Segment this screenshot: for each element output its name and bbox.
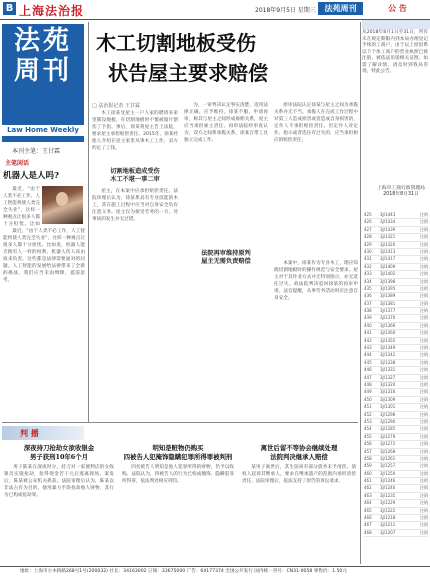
bottom-article-2-body xyxy=(122,464,234,562)
notice-cell: 452 xyxy=(364,411,372,417)
bottom-article-3-title xyxy=(242,444,356,462)
article-paragraph: 为，一审判决认定事实清楚，适用法律正确，应予维持。徐某不服，申请再审，称其与屋主之间形成雇佣关系，屋主应当承担雇主责任。再审法院经审查认为，双方之间系承揽关系，徐某自带工具独立完成工作。 xyxy=(184,103,268,143)
notice-cell: 3J/1320 xyxy=(380,381,396,387)
notice-cell: 436 xyxy=(364,293,372,299)
notice-cell: 430 xyxy=(364,248,372,254)
bottom-title-2b: 四被告人犯掩饰隐瞒犯罪所得罪被判刑 xyxy=(123,453,233,461)
notice-cell: 446 xyxy=(364,367,372,373)
notice-row xyxy=(364,434,428,441)
notice-cell: 3J/1342 xyxy=(380,352,396,358)
notice-row xyxy=(364,500,428,507)
notice-row xyxy=(364,397,428,404)
notice-cell: 455 xyxy=(364,433,372,439)
notice-row xyxy=(364,345,428,352)
notice-cell: 427 xyxy=(364,226,372,232)
notice-cell: 442 xyxy=(364,337,372,343)
notice-row xyxy=(364,419,428,426)
notice-row xyxy=(364,227,428,234)
notice-cell: 3J/1301 xyxy=(380,404,396,410)
notice-cell: 3J/1398 xyxy=(380,278,396,284)
notice-cell: 注销 xyxy=(420,315,428,321)
notice-cell: 注销 xyxy=(420,248,428,254)
notice-cell: 注销 xyxy=(420,441,428,447)
notice-cell: 注销 xyxy=(420,308,428,314)
notice-cell: 注销 xyxy=(420,500,428,506)
notice-cell: 注销 xyxy=(420,359,428,365)
notice-cell: 468 xyxy=(364,529,372,535)
notice-cell: 432 xyxy=(364,263,372,269)
notice-cell: 445 xyxy=(364,359,372,365)
notice-cell: 462 xyxy=(364,485,372,491)
bottom-title-1b: 男子获刑10年6个月 xyxy=(29,453,89,461)
notice-cell: 3J/1222 xyxy=(380,507,396,513)
notice-cell: 注销 xyxy=(420,345,428,351)
notice-cell: 注销 xyxy=(420,226,428,232)
divider-bottom xyxy=(2,422,358,423)
notice-cell: 461 xyxy=(364,478,372,484)
weekly-masthead xyxy=(2,24,84,142)
notice-cell: 注销 xyxy=(420,515,428,521)
notice-cell: 注销 xyxy=(420,463,428,469)
notice-cell: 注销 xyxy=(420,389,428,395)
notice-cell: 注销 xyxy=(420,285,428,291)
section-banner-title: 判 播 xyxy=(20,428,39,438)
notice-cell: 448 xyxy=(364,381,372,387)
notice-intro-text: 从2018年8月1日至31日，所有未在规定期限内到本局办理登记手续的工商户，由于以上原因系以下个体工商户的营业执照已被注销，被依法吊销相关证照。如需了解详情，请及时到我局咨询，特此公告。 xyxy=(362,30,428,74)
notice-cell: 444 xyxy=(364,352,372,358)
issue-date: 2018年9月5日 星期三 xyxy=(255,7,316,14)
notice-cell: 注销 xyxy=(420,263,428,269)
notice-cell: 443 xyxy=(364,345,372,351)
notice-row xyxy=(364,441,428,448)
notice-cell: 注销 xyxy=(420,241,428,247)
article-column-5 xyxy=(274,260,358,418)
notice-cell: 注销 xyxy=(420,234,428,240)
notice-cell: 3J/1285 xyxy=(380,426,396,432)
sidebar-paragraph: 最近，“由于人类不必工作，人工智能将使人类完全失业”，这样一种观点让很多人都十分担忧。比如说，机器人能否拥有人一样的权利，机器人伤人该由谁来负责，这些都是法律需要面对的问题。人工智能的发展给法律带来了全新的挑战，我们应当未雨绸缪，提前思考。 xyxy=(3,229,85,283)
sidebar-paragraph: 最近，“由于人类不必工作，人工智能将使人类完全失业”，这样一种观点让很多人都十分担忧。比如 xyxy=(3,187,40,226)
notice-cell: 注销 xyxy=(420,219,428,225)
notice-cell: 435 xyxy=(364,285,372,291)
notice-cell: 453 xyxy=(364,418,372,424)
notice-cell: 注销 xyxy=(420,411,428,417)
masthead-row-1: 法苑 xyxy=(13,26,72,56)
notice-row xyxy=(364,279,428,286)
headline-line-1: 木工切割地板受伤 xyxy=(96,31,256,55)
notice-cell: 注销 xyxy=(420,418,428,424)
notice-cell: 467 xyxy=(364,522,372,528)
notice-cell: 注销 xyxy=(420,278,428,284)
notice-cell: 3J/1316 xyxy=(380,389,396,395)
notice-cell: 注销 xyxy=(420,293,428,299)
sidebar-title: 机器人是人吗? xyxy=(3,171,59,181)
notice-cell: 429 xyxy=(364,241,372,247)
notice-cell: 460 xyxy=(364,470,372,476)
notice-cell: 注销 xyxy=(420,448,428,454)
article-subhead-2 xyxy=(184,250,268,266)
notice-cell: 440 xyxy=(364,322,372,328)
notice-cell: 439 xyxy=(364,315,372,321)
notice-row xyxy=(364,264,428,271)
notice-cell: 注销 xyxy=(420,330,428,336)
notice-row xyxy=(364,330,428,337)
notice-cell: 注销 xyxy=(420,300,428,306)
notice-cell: 3J/1395 xyxy=(380,285,396,291)
sidebar-label: 主笔闲话 xyxy=(5,160,30,167)
notice-cell: 3J/1370 xyxy=(380,315,396,321)
notice-row xyxy=(364,301,428,308)
notice-cell: 3J/1443 xyxy=(380,212,396,217)
notice-cell: 注销 xyxy=(420,271,428,277)
notice-cell: 注销 xyxy=(420,485,428,491)
notice-cell: 注销 xyxy=(420,352,428,358)
notice-cell: 438 xyxy=(364,308,372,314)
notice-cell: 451 xyxy=(364,404,372,410)
notice-cell: 3J/1290 xyxy=(380,418,396,424)
notice-cell: 3J/1240 xyxy=(380,485,396,491)
newspaper-name: 上海法治报 xyxy=(19,4,85,18)
notice-cell: 3J/1298 xyxy=(380,411,396,417)
notice-table xyxy=(364,212,428,568)
notice-cell: 3J/1366 xyxy=(380,322,396,328)
notice-cell: 3J/1409 xyxy=(380,263,396,269)
notice-row xyxy=(364,508,428,515)
notice-cell: 注销 xyxy=(420,212,428,217)
bottom-article-2-title xyxy=(122,444,234,462)
notice-header-strip xyxy=(362,20,430,29)
subhead-1-line-a: 切割地板造成受伤 xyxy=(110,168,160,175)
notice-cell: 441 xyxy=(364,330,372,336)
notice-cell: 3J/1417 xyxy=(380,256,396,262)
notice-row xyxy=(364,404,428,411)
notice-row xyxy=(364,493,428,500)
notice-row xyxy=(364,256,428,263)
notice-issuer: 上海市工商行政管理局 2018年8月31日 xyxy=(377,186,425,197)
article-column-1 xyxy=(92,110,178,164)
notice-cell: 3J/1421 xyxy=(380,234,396,240)
subhead-1-line-b: 木工不堪一事二审 xyxy=(110,176,160,183)
notice-row xyxy=(364,323,428,330)
bottom-title-2: 明知是赃物仍购买 xyxy=(152,444,204,452)
notice-cell: 457 xyxy=(364,448,372,454)
notice-cell: 3J/1381 xyxy=(380,300,396,306)
notice-row xyxy=(364,352,428,359)
masthead-english: Law Home Weekly xyxy=(2,125,84,136)
article-paragraph: 本案中，徐某作为专业木工，理应知晓切割地板时的操作规范与安全要求。屋主对于其作业方式并无特别指示，亦无选任过失。故法院判决驳回徐某的再审申请。法官提醒，从事劳务活动时应注意自身安全。 xyxy=(274,261,358,301)
notice-cell: 437 xyxy=(364,300,372,306)
notice-row xyxy=(364,315,428,322)
divider-left xyxy=(88,22,89,422)
section-tag: 法苑周刊 xyxy=(318,2,363,15)
article-byline: □ 法治报记者 王甘霖 xyxy=(92,103,140,109)
notice-row xyxy=(364,530,428,537)
notice-cell: 463 xyxy=(364,492,372,498)
notice-row xyxy=(364,471,428,478)
section-banner xyxy=(2,426,84,440)
notice-cell: 3J/1439 xyxy=(380,226,396,232)
notice-row xyxy=(364,485,428,492)
notice-cell: 注销 xyxy=(420,381,428,387)
notice-cell: 注销 xyxy=(420,374,428,380)
notice-row xyxy=(364,478,428,485)
bottom-paragraph: 某男子离世后，其生前尚有部分债务未予清偿。债权人起诉其继承人，要求在继承遗产的范围内承担清偿责任。法院审理后，依法支持了原告的诉讼请求。 xyxy=(242,465,356,484)
notice-row xyxy=(364,242,428,249)
notice-cell: 447 xyxy=(364,374,372,380)
notice-cell: 449 xyxy=(364,389,372,395)
notice-cell: 注销 xyxy=(420,433,428,439)
notice-cell: 426 xyxy=(364,219,372,225)
notice-cell: 465 xyxy=(364,507,372,513)
notice-cell: 3J/1279 xyxy=(380,433,396,439)
main-headline xyxy=(96,28,321,98)
notice-cell: 466 xyxy=(364,515,372,521)
chief-editor: 本刊主笔：王甘霖 xyxy=(12,148,61,155)
notice-row xyxy=(364,456,428,463)
notice-cell: 注销 xyxy=(420,367,428,373)
notice-row xyxy=(364,293,428,300)
notice-cell: 注销 xyxy=(420,396,428,402)
notice-cell: 425 xyxy=(364,212,372,217)
notice-cell: 3J/1413 xyxy=(380,248,396,254)
sidebar-text-body xyxy=(3,228,85,418)
notice-row xyxy=(364,389,428,396)
sidebar-text-top xyxy=(3,186,40,226)
author-photo xyxy=(42,186,83,224)
notice-row xyxy=(364,271,428,278)
notice-cell: 3J/1309 xyxy=(380,396,396,402)
notice-cell: 433 xyxy=(364,271,372,277)
notice-row xyxy=(364,212,428,219)
notice-row xyxy=(364,522,428,529)
notice-cell: 注销 xyxy=(420,492,428,498)
notice-row xyxy=(364,426,428,433)
notice-cell: 3J/1434 xyxy=(380,219,396,225)
headline-line-2: 状告屋主要求赔偿 xyxy=(108,61,268,85)
notice-cell: 3J/1211 xyxy=(380,522,396,528)
subhead-2-line-b: 屋主无需负责赔偿 xyxy=(201,258,251,265)
notice-cell: 3J/1331 xyxy=(380,367,396,373)
notice-cell: 454 xyxy=(364,426,372,432)
notice-cell: 注销 xyxy=(420,529,428,535)
article-paragraph: 屋主，在本案中应承担赔偿责任。法院审理后认为，徐某系具有专业技能的木工，其在施工过程中应当对自身安全负有注意义务。屋主仅为接受劳务的一方，对事故的发生并无过错。 xyxy=(92,189,178,222)
bottom-paragraph: 四名被告人明知是他人犯罪所得的财物，仍予以收购。法院认为，四被告人的行为已构成掩饰、隐瞒犯罪所得罪，依法判处相应刑罚。 xyxy=(122,465,234,484)
notice-cell: 3J/1218 xyxy=(380,515,396,521)
notice-cell: 注销 xyxy=(420,507,428,513)
notice-cell: 431 xyxy=(364,256,372,262)
notice-row xyxy=(364,412,428,419)
notice-row xyxy=(364,360,428,367)
notice-cell: 3J/1389 xyxy=(380,293,396,299)
notice-cell: 3J/1360 xyxy=(380,330,396,336)
notice-cell: 458 xyxy=(364,455,372,461)
notice-cell: 3J/1257 xyxy=(380,463,396,469)
bottom-article-3-body xyxy=(242,464,356,562)
notice-row xyxy=(364,219,428,226)
notice-cell: 3J/1229 xyxy=(380,500,396,506)
notice-cell: 注销 xyxy=(420,478,428,484)
notice-cell: 3J/1246 xyxy=(380,478,396,484)
notice-cell: 注销 xyxy=(420,426,428,432)
notice-cell: 3J/1250 xyxy=(380,470,396,476)
notice-cell: 428 xyxy=(364,234,372,240)
article-subhead-1 xyxy=(92,168,178,184)
notice-cell: 464 xyxy=(364,500,372,506)
bottom-article-1-body xyxy=(4,464,114,562)
notice-cell: 3J/1261 xyxy=(380,455,396,461)
notice-cell: 注销 xyxy=(420,322,428,328)
notice-row xyxy=(364,249,428,256)
notice-row xyxy=(364,449,428,456)
notice-cell: 3J/1349 xyxy=(380,345,396,351)
notice-row xyxy=(364,286,428,293)
notice-cell: 434 xyxy=(364,278,372,284)
divider-right xyxy=(360,22,361,564)
notice-cell: 3J/1355 xyxy=(380,337,396,343)
notice-row xyxy=(364,234,428,241)
notice-cell: 3J/1327 xyxy=(380,374,396,380)
section-notice: 公 告 xyxy=(388,4,407,13)
bottom-title-3b: 法院判决继承人赔偿 xyxy=(270,453,328,461)
notice-row xyxy=(364,367,428,374)
notice-cell: 注销 xyxy=(420,404,428,410)
bottom-article-1-title xyxy=(4,444,114,462)
notice-cell: 459 xyxy=(364,463,372,469)
subhead-2-line-a: 法院再审维持原判 xyxy=(201,250,251,257)
notice-row xyxy=(364,338,428,345)
notice-cell: 注销 xyxy=(420,455,428,461)
notice-cell: 3J/1272 xyxy=(380,441,396,447)
newspaper-logo-mark: B xyxy=(3,2,16,15)
notice-cell: 注销 xyxy=(420,470,428,476)
notice-cell: 3J/1235 xyxy=(380,492,396,498)
bottom-title-1: 深夜持刀抢劫女欲收银金 xyxy=(23,444,95,452)
article-column-4 xyxy=(274,102,358,252)
notice-row xyxy=(364,375,428,382)
notice-row xyxy=(364,308,428,315)
page-header xyxy=(0,0,430,20)
notice-cell: 450 xyxy=(364,396,372,402)
notice-row xyxy=(364,463,428,470)
article-paragraph: 原审法院认定徐某与屋主之间为承揽关系并无不当。承揽人在完成工作过程中对第三人造成损害或者造成自身损害的，定作人不承担赔偿责任。但定作人对定作、指示或者选任有过失的，应当承担相应的赔偿责任。 xyxy=(274,103,358,143)
page-footer: 地址：上海市小木桥路268号1号(200032) 社长：34163002 订阅：33675000 广告：64177374 全国公开发行 国内统一刊号：CN31-0058 零售价：1.50元 xyxy=(0,566,430,577)
notice-cell: 注销 xyxy=(420,256,428,262)
notice-cell: 3J/1268 xyxy=(380,448,396,454)
notice-cell: 3J/1207 xyxy=(380,529,396,535)
notice-cell: 注销 xyxy=(420,522,428,528)
article-column-2 xyxy=(92,188,178,418)
masthead-row-2: 周刊 xyxy=(13,56,72,86)
notice-cell: 注销 xyxy=(420,337,428,343)
bottom-title-3: 离世后留不等协会继续处理 xyxy=(260,444,338,452)
bottom-paragraph: 男子陈某在深夜时分，持刀对一家便利店的女收银员实施抢劫，抢得现金若干元后逃离现场。案发后，陈某被公安机关抓获。法院审理后认为，陈某以非法占有为目的，使用暴力手段抢劫他人财物，其行为已构成抢劫罪。 xyxy=(4,465,114,498)
notice-cell: 3J/1402 xyxy=(380,271,396,277)
notice-cell: 3J/1338 xyxy=(380,359,396,365)
notice-cell: 456 xyxy=(364,441,372,447)
notice-row xyxy=(364,382,428,389)
notice-row xyxy=(364,515,428,522)
notice-cell: 3J/1377 xyxy=(380,308,396,314)
notice-cell: 3J/1420 xyxy=(380,241,396,247)
article-paragraph: 木工徐某受屋主一户人家的聘请来家里铺设地板，在切割地板时不慎被锯片割伤了手指。事后，徐某将屋主告上法院，要求屋主承担赔偿责任。2015年，徐某经他人介绍在屋主家里从事木工工作，双方约定了工钱。 xyxy=(92,111,178,151)
